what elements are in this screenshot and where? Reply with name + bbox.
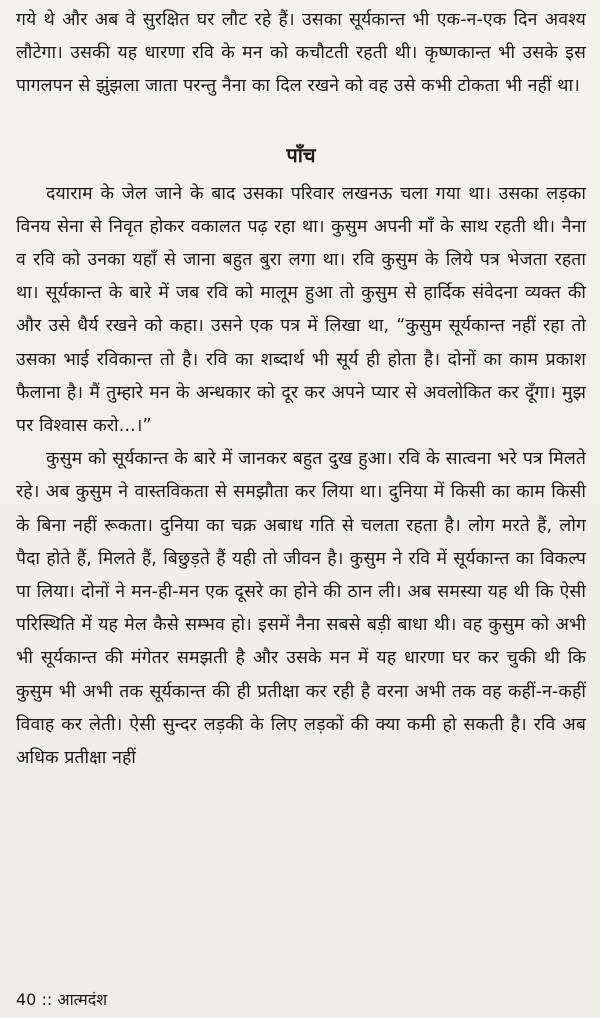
paragraph-dayaram: दयाराम के जेल जाने के बाद उसका परिवार लखनऊ चला गया था। उसका लड़का विनय सेना से निवृत होकर वकालत पढ़ रहा था। कुसुम अपनी माँ के साथ रहती थी। नैना व रवि को उनका यहाँ से जाना बहुत बुरा लगा था। रवि कुसुम के लिये पत्र भेजता रहता था। सूर्यकान्त के बारे में जब रवि को मालूम हुआ तो कुसुम से हार्दिक संवेदना व्यक्त की और उसे धैर्य रखने को कहा। उसने एक पत्र में लिखा था, “कुसुम सूर्यकान्त नहीं रहा तो उसका भाई रविकान्त तो है। रवि का शब्दार्थ भी सूर्य ही होता है। दोनों का काम प्रकाश फैलाना है। मैं तुम्हारे मन के अन्धकार को दूर कर अपने प्यार से अवलोकित कर दूँगा। मुझ पर विश्वास करो...।”	[16, 183, 586, 437]
page-footer: 40 :: आत्मदंश	[16, 990, 108, 1009]
paragraph-kusum: कुसुम को सूर्यकान्त के बारे में जानकर बहुत दुख हुआ। रवि के सात्वना भरे पत्र मिलते रहे। अब कुसुम ने वास्तविकता से समझौता कर लिया था। दुनिया में किसी का काम किसी के बिना नहीं रूकता। दुनिया का चक्र अबाध गति से चलता रहता है। लोग मरते हैं, लोग पैदा होते हैं, मिलते हैं, बिछुड़ते हैं यही तो जीवन है। कुसुम ने रवि में सूर्यकान्त का विकल्प पा लिया। दोनों ने मन-ही-मन एक दूसरे का होने की ठान ली। अब समस्या यह थी कि ऐसी परिस्थिति में यह मेल कैसे सम्भव हो। इसमें नैना सबसे बड़ी बाधा थी। वह कुसुम को अभी भी सूर्यकान्त की मंगेतर समझती है और उसके मन में यह धारणा घर कर चुकी थी कि कुसुम भी अभी तक सूर्यकान्त की ही प्रतीक्षा कर रही है वरना अभी तक वह कहीं-न-कहीं विवाह कर लेती। ऐसी सुन्दर लड़की के लिए लड़कों की क्या कमी हो सकती है। रवि अब अधिक प्रतीक्षा नहीं	[16, 449, 586, 769]
chapter-heading: पाँच	[286, 142, 316, 167]
paragraph-continued: गये थे और अब वे सुरक्षित घर लौट रहे हैं। उसका सूर्यकान्त भी एक-न-एक दिन अवश्य लौटेगा। उसकी यह धारणा रवि के मन को कचौटती रहती थी। कृष्णकान्त भी उसके इस पागलपन से झुंझला जाता परन्तु नैना का दिल रखने को वह उसे कभी टोकता भी नहीं था।	[16, 10, 586, 97]
